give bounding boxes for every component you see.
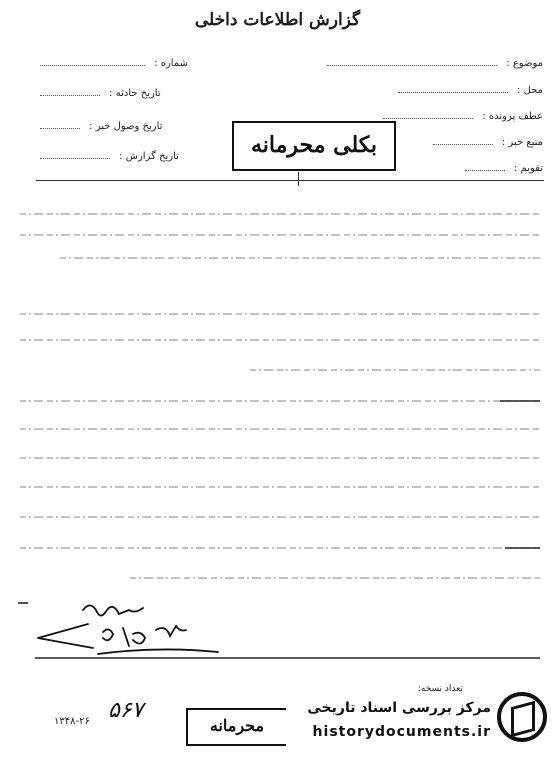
- field-report-date: تاریخ گزارش :: [40, 150, 179, 162]
- field-incident-date-label: تاریخ حادثه: [115, 88, 161, 99]
- field-receipt-date: تاریخ وصول خبر :: [40, 120, 162, 132]
- copies-count: تعداد نسخه:: [417, 684, 463, 694]
- watermark-name: مرکز بررسی اسناد تاریخی: [307, 700, 491, 716]
- classification-stamp: بکلی محرمانه: [232, 121, 396, 171]
- field-file-ref-label: عطف پرونده: [488, 111, 543, 122]
- field-file-ref: عطف پرونده :: [383, 110, 543, 122]
- field-subject-label: موضوع: [512, 58, 543, 69]
- field-evaluation: تقویم :: [465, 162, 543, 174]
- classification-stamp-footer: محرمانه: [186, 708, 286, 746]
- archive-watermark: [265, 690, 505, 750]
- field-location-label: محل: [523, 85, 543, 96]
- archive-logo-icon: [497, 692, 547, 742]
- field-evaluation-label: تقویم: [520, 163, 543, 174]
- field-receipt-date-label: تاریخ وصول خبر: [95, 121, 163, 132]
- field-location: محل :: [398, 84, 543, 96]
- handwritten-number: ۵۶۷: [108, 698, 144, 723]
- field-report-date-label: تاریخ گزارش: [125, 151, 179, 162]
- watermark-site: historydocuments.ir: [312, 724, 491, 740]
- signature-graphic: [28, 590, 228, 670]
- field-number-label: شماره: [160, 58, 189, 69]
- date-stamp: ۱۳۴۸-۲۶: [54, 716, 90, 727]
- field-incident-date: تاریخ حادثه :: [40, 87, 161, 99]
- field-number: شماره :: [40, 57, 188, 69]
- field-source-label: منبع خبر: [508, 137, 543, 148]
- field-subject: موضوع :: [327, 57, 543, 69]
- field-source: منبع خبر :: [433, 136, 543, 148]
- document-title: گزارش اطلاعات داخلی: [194, 10, 361, 30]
